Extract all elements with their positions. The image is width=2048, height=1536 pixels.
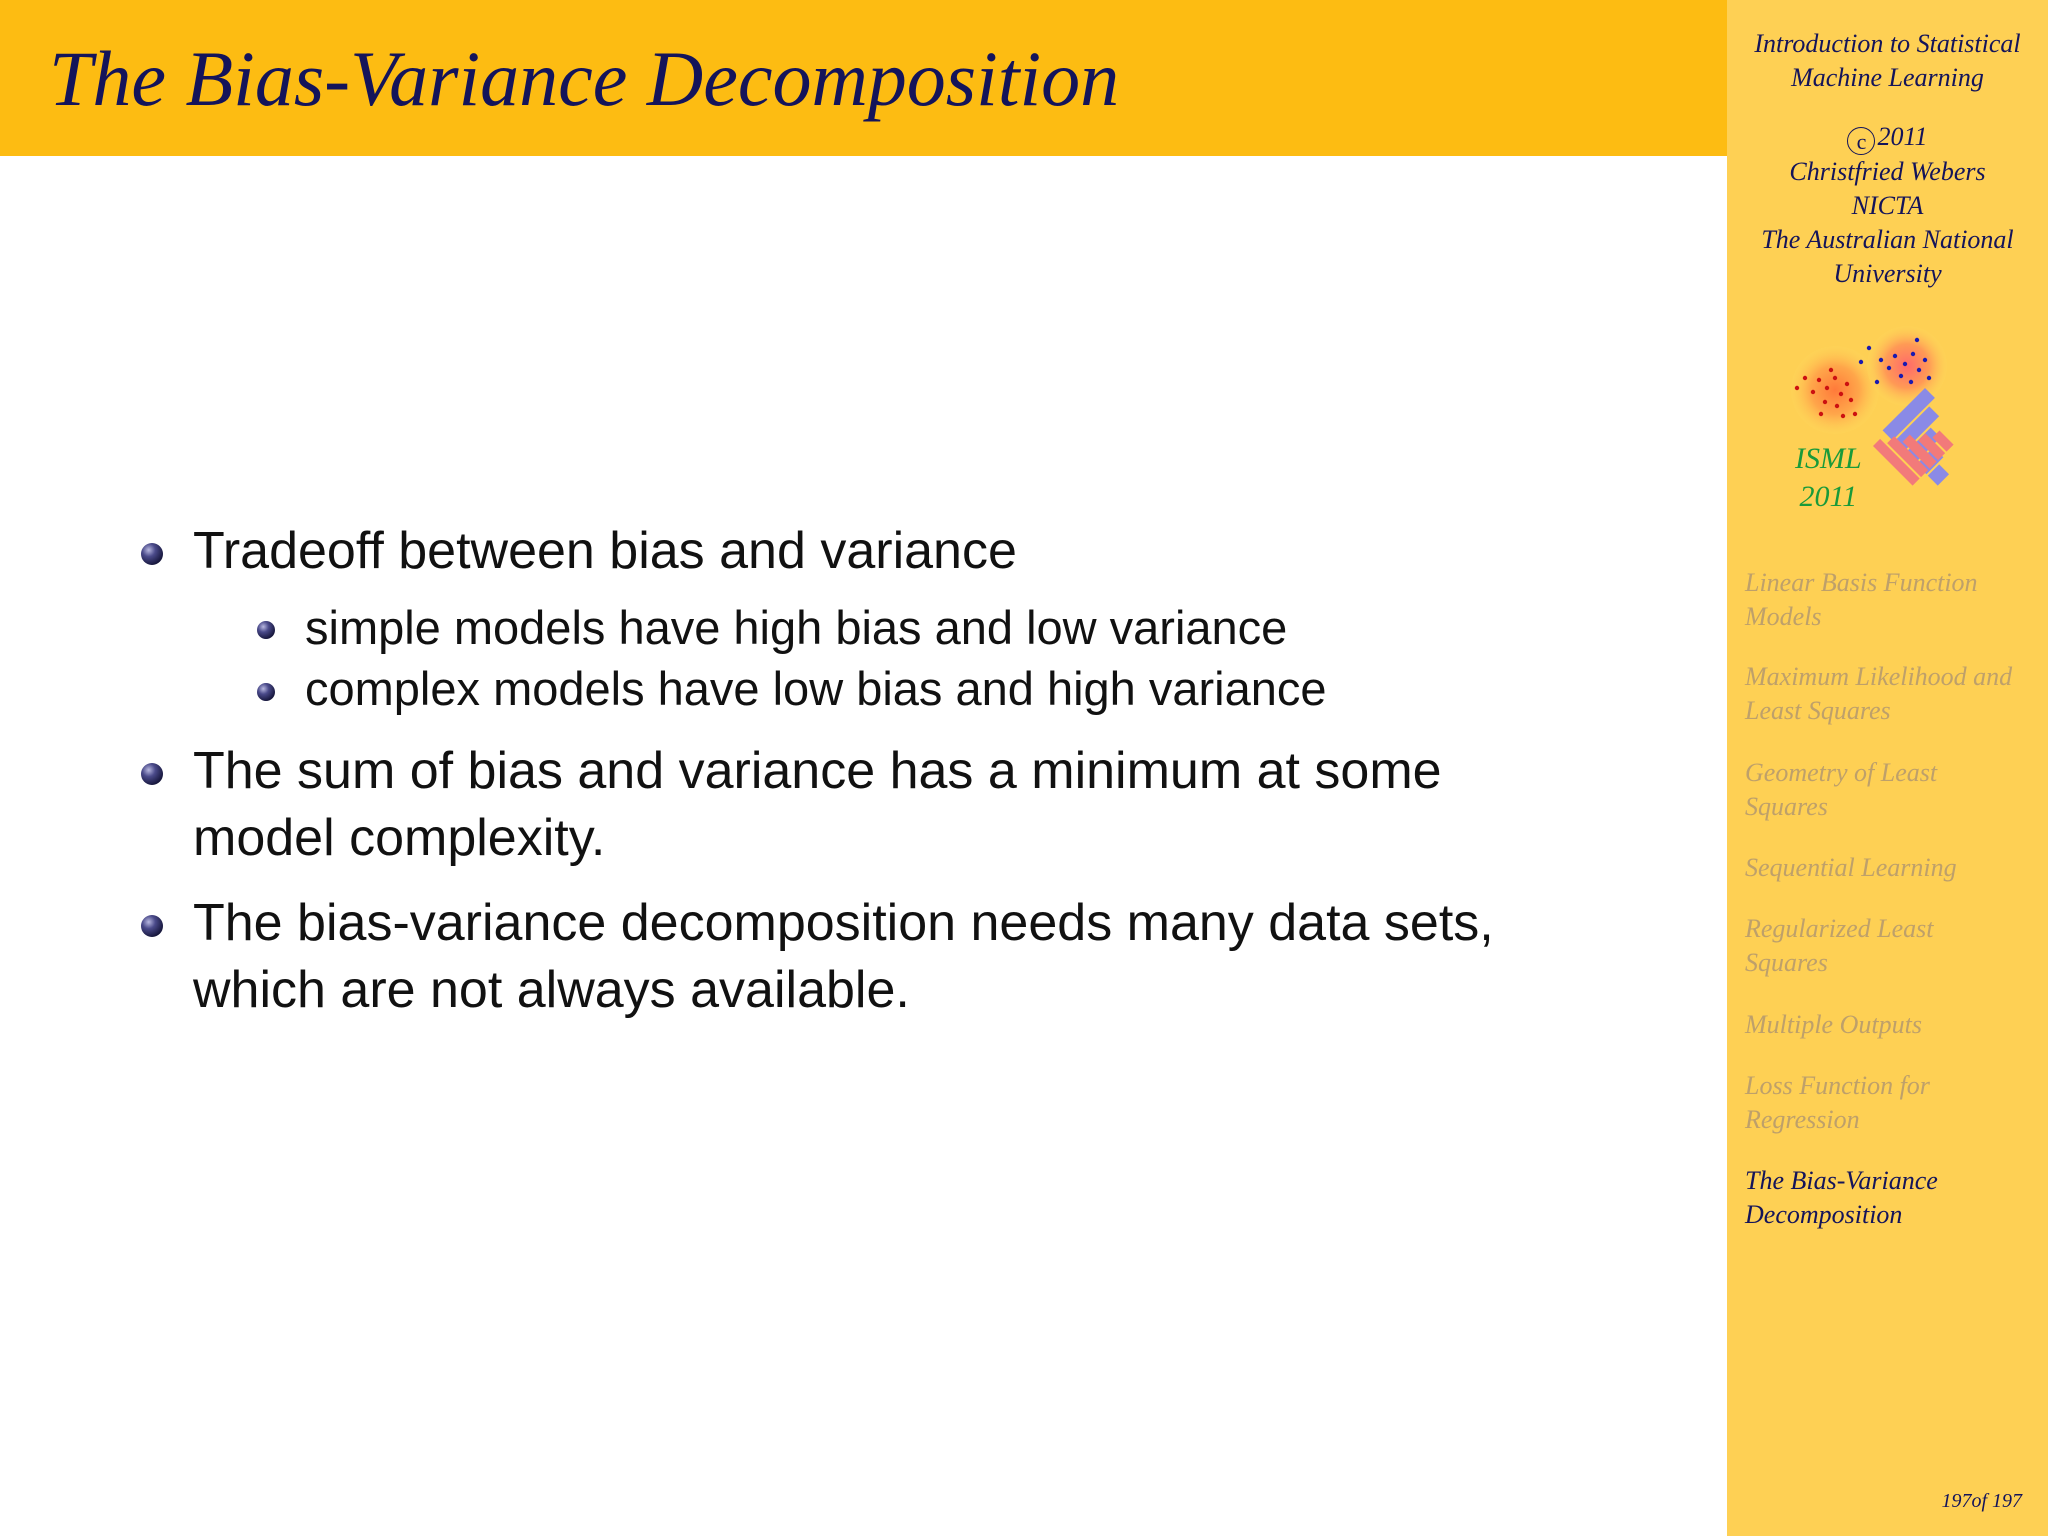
- toc-item-label: The Bias-Variance: [1745, 1166, 1938, 1195]
- author-name: Christfried Webers: [1789, 157, 1986, 186]
- slide-title: The Bias-Variance Decomposition: [49, 35, 1120, 122]
- bullet-2-line-2: model complexity.: [193, 809, 606, 867]
- toc-item-loss-function-for-regression[interactable]: [1745, 1069, 2045, 1137]
- toc-item-maximum-likelihood[interactable]: [1745, 660, 2045, 728]
- course-title: [1727, 27, 2048, 95]
- toc-item-label: Linear Basis Function: [1745, 568, 1978, 597]
- toc-item-label: Models: [1745, 602, 1822, 631]
- page-of: of: [1971, 1490, 1987, 1512]
- copyright-year: 2011: [1877, 122, 1928, 151]
- toc-item-multiple-outputs[interactable]: [1745, 1008, 2045, 1042]
- sub-bullet-1-1: simple models have high bias and low variance: [305, 601, 1288, 654]
- sub-bullet-1-2: complex models have low bias and high variance: [305, 662, 1327, 715]
- copyright-icon: c: [1847, 127, 1875, 155]
- toc-item-label: Maximum Likelihood and: [1745, 662, 2013, 691]
- toc-item-linear-basis-function-models[interactable]: [1745, 566, 2045, 634]
- bullet-1: Tradeoff between bias and variance: [193, 522, 1017, 580]
- isml-label-line-1: ISML: [1795, 442, 1862, 475]
- toc-item-sequential-learning[interactable]: [1745, 851, 2045, 885]
- toc-item-label: Least Squares: [1745, 696, 1891, 725]
- toc-item-label: Squares: [1745, 792, 1828, 821]
- course-title-line-1: Introduction to Statistical: [1754, 29, 2021, 58]
- toc-item-regularized-least-squares[interactable]: [1745, 912, 2045, 980]
- toc-item-label: Squares: [1745, 948, 1828, 977]
- organization-1: NICTA: [1851, 191, 1924, 220]
- toc-item-label: Sequential Learning: [1745, 853, 1957, 882]
- toc-item-label: Multiple Outputs: [1745, 1010, 1922, 1039]
- organization-2-line-1: The Australian National: [1761, 225, 2014, 254]
- bullet-3-line-2: which are not always available.: [193, 961, 910, 1019]
- author-block: [1727, 120, 2048, 291]
- bullet-ball-icon: [141, 915, 163, 937]
- page-current: 197: [1941, 1490, 1972, 1512]
- copyright-line: [1727, 120, 2048, 155]
- sub-bullet-ball-icon: [257, 683, 275, 701]
- toc-item-label: Geometry of Least: [1745, 758, 1938, 787]
- organization-2-line-2: University: [1833, 259, 1942, 288]
- sidebar: [1727, 0, 2048, 1536]
- isml-label-line-2: 2011: [1799, 480, 1858, 513]
- toc-item-bias-variance-decomposition[interactable]: [1745, 1164, 2045, 1232]
- bullet-2-line-1: The sum of bias and variance has a minimum at some: [193, 742, 1442, 800]
- bullet-ball-icon: [141, 763, 163, 785]
- page-total: 197: [1992, 1490, 2022, 1512]
- toc-item-label: Loss Function for: [1745, 1071, 1930, 1100]
- toc-item-label: Regression: [1745, 1105, 1860, 1134]
- isml-label: [1795, 440, 1862, 516]
- course-title-line-2: Machine Learning: [1791, 63, 1984, 92]
- page-number: [1941, 1490, 2022, 1513]
- toc-item-label: Regularized Least: [1745, 914, 1934, 943]
- bullet-3-line-1: The bias-variance decomposition needs many data sets,: [193, 894, 1494, 952]
- bullet-ball-icon: [141, 543, 163, 565]
- toc-item-label: Decomposition: [1745, 1200, 1903, 1229]
- toc-item-geometry-of-least-squares[interactable]: [1745, 756, 2045, 824]
- sub-bullet-ball-icon: [257, 621, 275, 639]
